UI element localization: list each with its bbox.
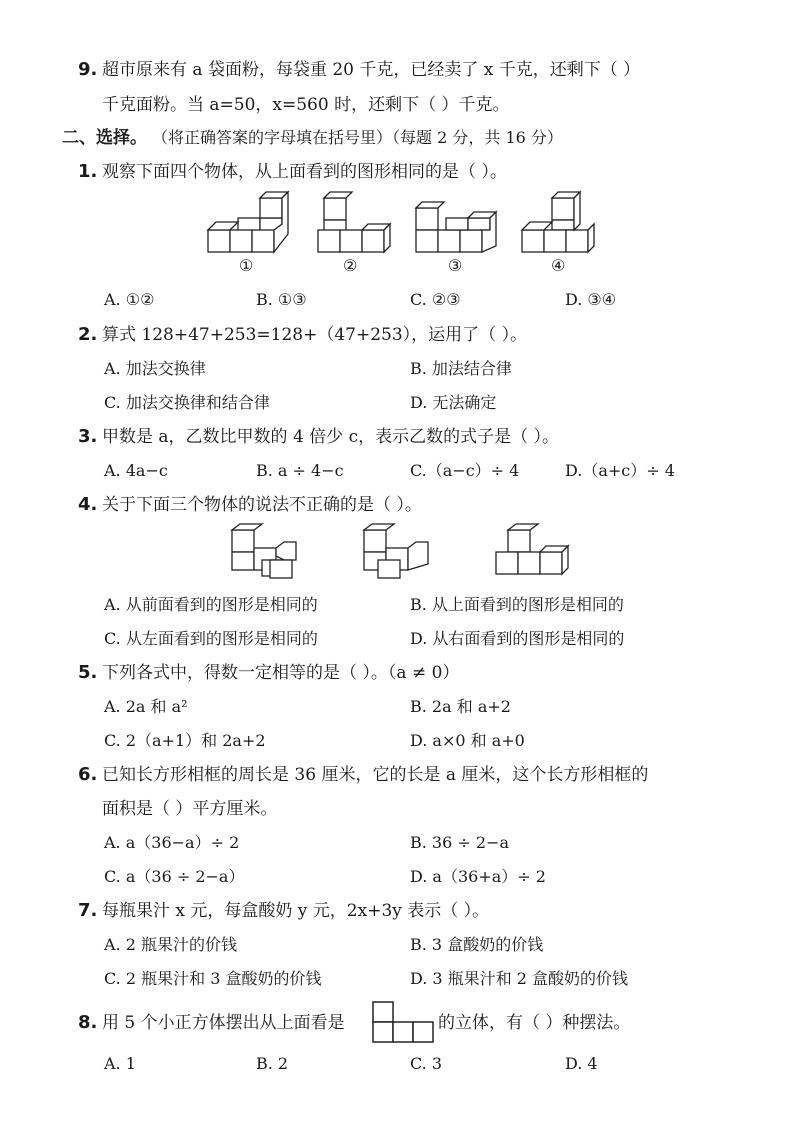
q1-figures: [200, 190, 620, 260]
section-title: 二、选择。: [62, 128, 147, 148]
q4-figures: [228, 522, 588, 582]
figure-label: ①: [239, 256, 254, 275]
option-a[interactable]: A. 1: [104, 1054, 136, 1073]
option-d[interactable]: D. 从右面看到的图形是相同的: [410, 629, 625, 648]
question-number: 4.: [78, 494, 98, 515]
question-number: 7.: [78, 900, 98, 921]
cube-figure-2: [318, 192, 390, 252]
option-d[interactable]: D. a×0 和 a+0: [410, 731, 525, 750]
option-d[interactable]: D. a（36+a）÷ 2: [410, 867, 546, 886]
question-text: 的立体，有（ ）种摆法。: [438, 1013, 631, 1033]
question-number: 3.: [78, 426, 98, 447]
question-text: 观察下面四个物体，从上面看到的图形相同的是（ ）。: [102, 162, 507, 182]
option-b[interactable]: B. ①③: [256, 290, 307, 309]
question-text: 用 5 个小正方体摆出从上面看是: [102, 1013, 345, 1033]
option-b[interactable]: B. 加法结合律: [410, 359, 512, 378]
option-a[interactable]: A. 2a 和 a²: [104, 697, 188, 716]
question-number: 2.: [78, 324, 98, 345]
question-text: 千克面粉。当 a=50，x=560 时，还剩下（ ）千克。: [102, 95, 510, 115]
question-number: 9.: [78, 59, 98, 80]
cube-figure-2: [364, 524, 428, 578]
question-text: 超市原来有 a 袋面粉，每袋重 20 千克，已经卖了 x 千克，还剩下（ ）: [102, 60, 641, 80]
option-a[interactable]: A. a（36−a）÷ 2: [104, 833, 240, 852]
option-b[interactable]: B. 2: [256, 1054, 289, 1073]
question-number: 6.: [78, 764, 98, 785]
question-number: 1.: [78, 161, 98, 182]
option-c[interactable]: C. 加法交换律和结合律: [104, 393, 270, 412]
option-d[interactable]: D. 3 瓶果汁和 2 盒酸奶的价钱: [410, 969, 629, 988]
option-d[interactable]: D. 4: [565, 1054, 598, 1073]
question-text: 每瓶果汁 x 元，每盒酸奶 y 元，2x+3y 表示（ ）。: [102, 901, 490, 921]
option-a[interactable]: A. 2 瓶果汁的价钱: [104, 935, 237, 954]
option-c[interactable]: C.（a−c）÷ 4: [410, 461, 520, 480]
question-text: 算式 128+47+253=128+（47+253），运用了（ ）。: [102, 325, 528, 345]
option-a[interactable]: A. ①②: [104, 290, 155, 309]
question-text: 甲数是 a，乙数比甲数的 4 倍少 c，表示乙数的式子是（ ）。: [102, 427, 559, 447]
option-c[interactable]: C. 从左面看到的图形是相同的: [104, 629, 318, 648]
figure-label: ④: [551, 256, 566, 275]
option-b[interactable]: B. 36 ÷ 2−a: [410, 833, 509, 852]
cube-figure-3: [416, 202, 496, 252]
top-view-shape: [372, 1001, 434, 1043]
question-number: 8.: [78, 1012, 98, 1033]
question-text: 关于下面三个物体的说法不正确的是（ ）。: [102, 495, 422, 515]
option-b[interactable]: B. a ÷ 4−c: [256, 461, 344, 480]
option-a[interactable]: A. 4a−c: [104, 461, 168, 480]
option-c[interactable]: C. 2（a+1）和 2a+2: [104, 731, 266, 750]
option-c[interactable]: C. 3: [410, 1054, 443, 1073]
figure-label: ②: [343, 256, 358, 275]
option-c[interactable]: C. 2 瓶果汁和 3 盒酸奶的价钱: [104, 969, 322, 988]
question-text: 已知长方形相框的周长是 36 厘米，它的长是 a 厘米，这个长方形相框的: [102, 765, 649, 785]
option-d[interactable]: D.（a+c）÷ 4: [565, 461, 675, 480]
option-d[interactable]: D. ③④: [565, 290, 617, 309]
option-c[interactable]: C. ②③: [410, 290, 461, 309]
option-a[interactable]: A. 从前面看到的图形是相同的: [104, 595, 318, 614]
section-note: （将正确答案的字母填在括号里）（每题 2 分，共 16 分）: [152, 128, 563, 147]
cube-figure-3: [496, 524, 568, 574]
cube-figure-1: [208, 192, 288, 252]
question-text: 面积是（ ）平方厘米。: [102, 799, 278, 819]
cube-figure-4: [522, 192, 594, 252]
option-c[interactable]: C. a（36 ÷ 2−a）: [104, 867, 245, 886]
option-b[interactable]: B. 3 盒酸奶的价钱: [410, 935, 544, 954]
option-b[interactable]: B. 从上面看到的图形是相同的: [410, 595, 624, 614]
option-a[interactable]: A. 加法交换律: [104, 359, 206, 378]
question-number: 5.: [78, 662, 98, 683]
question-text: 下列各式中，得数一定相等的是（ ）。（a ≠ 0）: [102, 663, 460, 683]
option-b[interactable]: B. 2a 和 a+2: [410, 697, 511, 716]
option-d[interactable]: D. 无法确定: [410, 393, 497, 412]
figure-label: ③: [448, 256, 463, 275]
cube-figure-1: [232, 524, 296, 578]
